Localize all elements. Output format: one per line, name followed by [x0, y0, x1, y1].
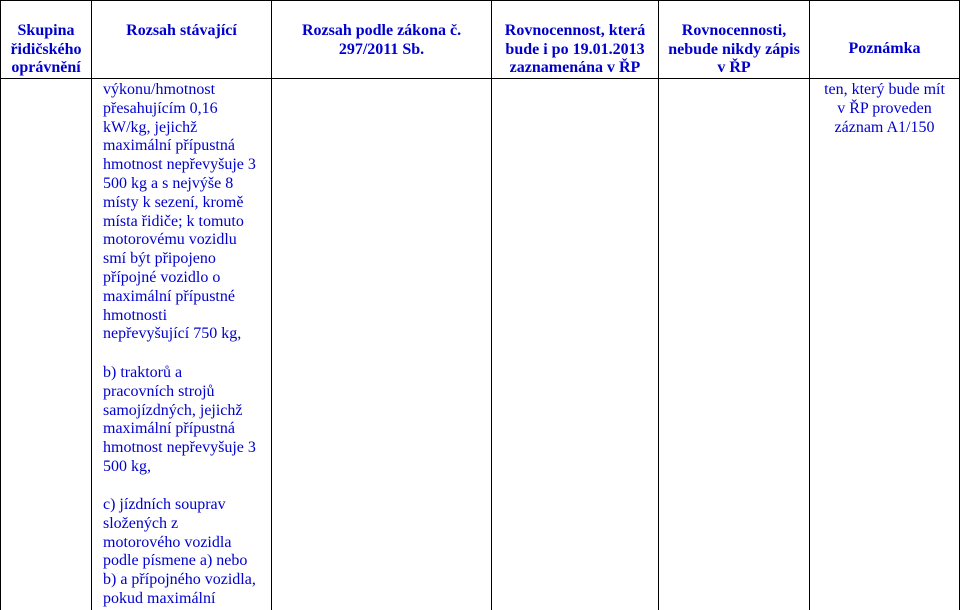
table-border-left: [0, 0, 1, 610]
text-line: místy k sezení, kromě: [103, 193, 244, 211]
header-skupina: [1, 22, 91, 78]
text-line: složených z: [103, 514, 179, 532]
header-line: Poznámka: [848, 40, 921, 57]
column-divider: [91, 0, 92, 610]
text-line: hmotnost nepřevyšuje 3: [103, 156, 256, 174]
text-line: maximální přípustná: [103, 420, 235, 438]
header-rozsah-zakon: [272, 22, 491, 59]
text-line: samojízdných, jejichž: [103, 401, 243, 419]
text-line: b) a přípojného vozidla,: [103, 571, 256, 589]
text-line: pracovních strojů: [103, 382, 215, 400]
text-line: 500 kg a s nejvýše 8: [103, 174, 234, 192]
header-line: bude i po 19.01.2013: [505, 40, 645, 58]
header-line: Skupina: [17, 22, 75, 39]
header-line: Rovnocennost, která: [504, 22, 646, 39]
header-line: Rozsah podle zákona č.: [301, 22, 462, 39]
column-divider: [271, 0, 272, 610]
rozsah-block-c: [103, 496, 269, 609]
text-line: 500 kg,: [103, 457, 151, 475]
header-line: řidičského: [10, 40, 82, 58]
text-line: v ŘP proveden: [837, 99, 932, 117]
header-line: v ŘP: [717, 59, 751, 76]
text-line: hmotnosti: [103, 306, 168, 324]
text-line: výkonu/hmotnost: [103, 81, 216, 98]
header-rovnocennost-nebude: [659, 22, 809, 78]
header-line: oprávnění: [11, 59, 81, 76]
table-border-top: [0, 0, 960, 1]
header-rozsah-stavajici: [92, 22, 271, 41]
column-divider: [809, 0, 810, 610]
header-poznamka: [810, 40, 959, 59]
header-line: Rozsah stávající: [126, 22, 237, 39]
text-line: přesahujícím 0,16: [103, 99, 218, 117]
column-divider: [658, 0, 659, 610]
text-line: nepřevyšující 750 kg,: [103, 325, 242, 343]
text-line: místa řidiče; k tomuto: [103, 212, 244, 230]
header-line: zaznamenána v ŘP: [509, 59, 641, 76]
text-line: podle písmene a) nebo: [103, 552, 248, 570]
text-line: motorového vozidla: [103, 533, 232, 551]
text-line: c) jízdních souprav: [103, 496, 226, 513]
header-rovnocennost-bude: [492, 22, 658, 78]
header-line: Rovnocennosti,: [681, 22, 787, 39]
header-line: nebude nikdy zápis: [668, 40, 800, 58]
text-line: kW/kg, jejichž: [103, 118, 198, 136]
rozsah-block-b: [103, 364, 269, 477]
poznamka-cell: [812, 81, 957, 137]
header-divider: [0, 78, 960, 79]
rozsah-block-a: [103, 81, 269, 344]
text-line: hmotnost nepřevyšuje 3: [103, 439, 256, 457]
text-line: smí být připojeno: [103, 250, 216, 268]
text-line: b) traktorů a: [103, 364, 183, 381]
header-line: 297/2011 Sb.: [338, 40, 425, 58]
text-line: motorovému vozidlu: [103, 231, 237, 249]
text-line: maximální přípustná: [103, 137, 235, 155]
column-divider: [491, 0, 492, 610]
text-line: pokud maximální: [103, 589, 216, 607]
text-line: přípojné vozidlo o: [103, 268, 221, 286]
text-line: ten, který bude mít: [824, 81, 945, 98]
text-line: maximální přípustné: [103, 287, 235, 305]
text-line: záznam A1/150: [834, 118, 935, 136]
